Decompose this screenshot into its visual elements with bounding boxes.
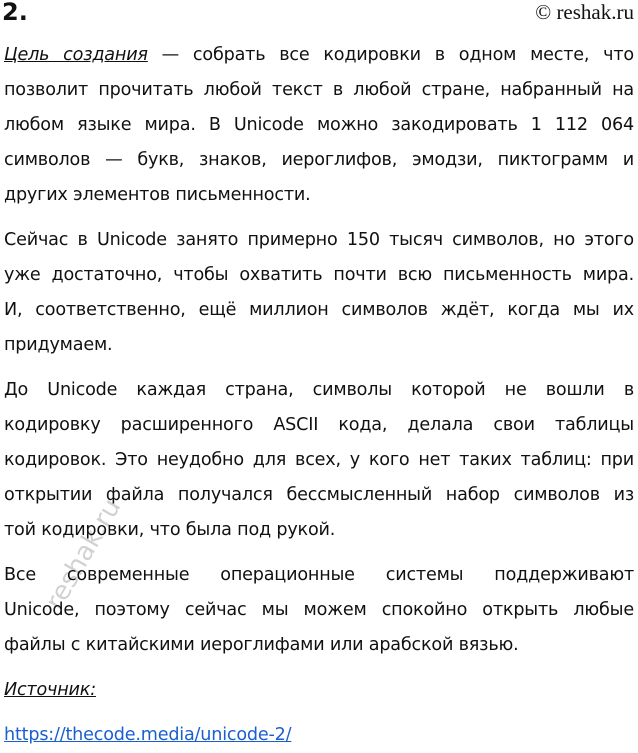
paragraph-current [4,223,634,363]
text-line: открытии файла получался бессмысленный набор символов из [4,485,634,505]
text-line: символов — букв, знаков, иероглифов, эмодзи, пиктограмм и [4,150,634,170]
text-line: позволит прочитать любой текст в любой стране, набранный на [4,80,634,100]
purpose-label: Цель создания [4,45,148,65]
paragraph-history [4,373,634,548]
text-line: любом языке мира. В Unicode можно закодировать 1 112 064 [4,115,634,135]
text-line: Сейчас в Unicode занято примерно 150 тысяч символов, но этого [4,230,634,250]
source-link[interactable]: https://thecode.media/unicode-2/ [4,725,292,745]
answer-text [4,38,634,753]
text-line: кодировку расширенного ASCII кода, делала свои таблицы [4,415,634,435]
text-line: той кодировки, что была под рукой. [4,520,336,540]
text-line: Все современные операционные системы поддерживают [4,565,634,585]
paragraph-support [4,558,634,663]
text-line: файлы с китайскими иероглифами или арабской вязью. [4,635,519,655]
source-label: Источник: [4,680,96,700]
paragraph-purpose [4,38,634,213]
text-line: — собрать все кодировки в одном месте, что [147,45,634,65]
text-line: других элементов письменности. [4,185,311,205]
copyright: © reshak.ru [535,0,634,24]
watermark: reshak.ru [40,493,128,615]
text-line: кодировок. Это неудобно для всех, у кого нет таких таблиц: при [4,450,634,470]
text-line: До Unicode каждая страна, символы которой не вошли в [4,380,634,400]
text-line: уже достаточно, чтобы охватить почти всю письменность мира. [4,265,634,285]
text-line: И, соответственно, ещё миллион символов ждёт, когда мы их [4,300,634,320]
text-line: придумаем. [4,335,113,355]
text-line: Unicode, поэтому сейчас мы можем спокойно открыть любые [4,600,634,620]
task-number: 2. [2,0,28,26]
